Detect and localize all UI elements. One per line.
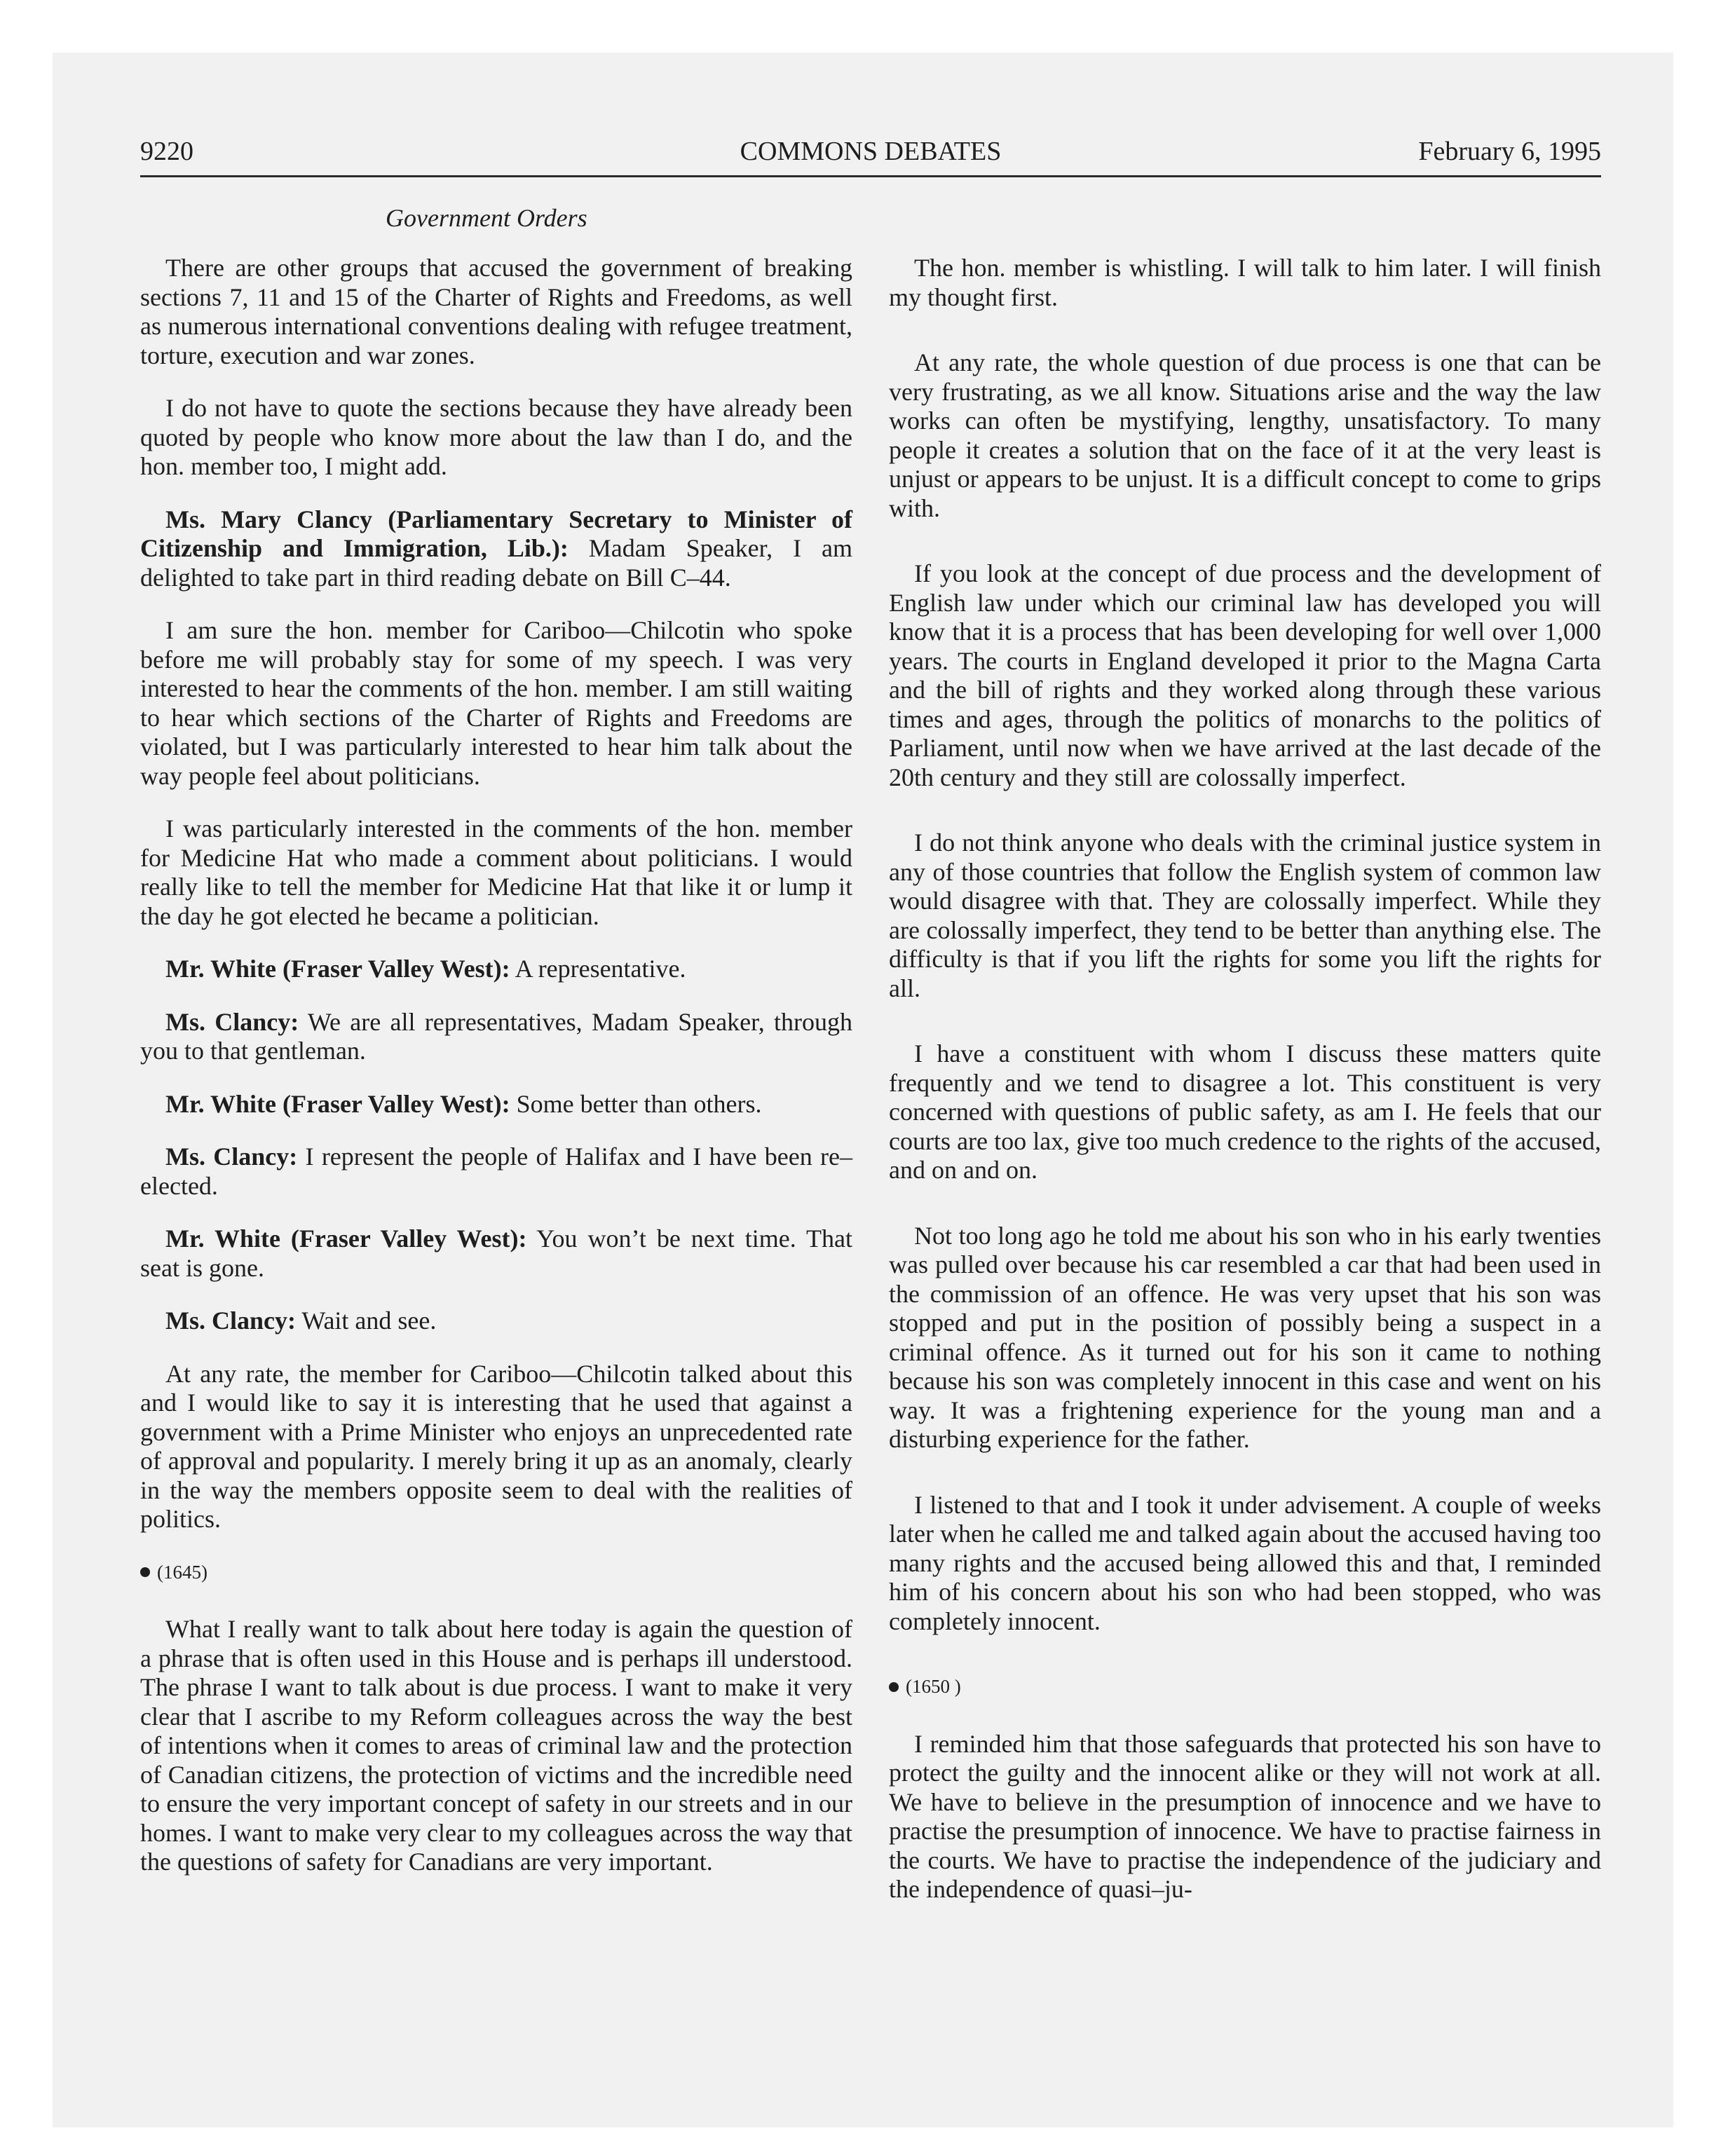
paragraph: [140, 505, 852, 593]
paragraph-text: Wait and see.: [301, 1306, 437, 1335]
paragraph: [889, 1730, 1601, 1904]
speaker-name: Ms. Clancy:: [165, 1306, 296, 1335]
speaker-name: Ms. Clancy:: [165, 1142, 298, 1171]
paragraph-text: I listened to that and I took it under advisement. A couple of weeks later when he called me and talked again about the accused having too many rights and the accused being allowed this and that, I reminded him of his concern about his son who had been stopped, who was completely innocent.: [889, 1490, 1601, 1635]
paragraph: [140, 1008, 852, 1066]
paragraph-text: At any rate, the whole question of due process is one that can be very frustrating, as we all know. Situations arise and the way the law works can often be mystifying, lengthy, unsatisfactory. To many people it creates a solution that on the face of it at the very least is unjust or appears to be unjust. It is a difficult concept to come to grips with.: [889, 348, 1601, 522]
paragraph: [889, 1039, 1601, 1185]
paragraph: [140, 1142, 852, 1201]
paragraph: [140, 254, 852, 370]
speaker-name: Mr. White (Fraser Valley West):: [165, 955, 510, 983]
paragraph: [140, 955, 852, 984]
publication-date: February 6, 1995: [1418, 137, 1601, 166]
paragraph-text: I do not have to quote the sections because they have already been quoted by people who know more about the law than I do, and the hon. member too, I might add.: [140, 394, 852, 480]
speaker-name: Ms. Mary Clancy (Parliamentary Secretary to Minister of Citizenship and Immigration, Lib.):: [140, 505, 852, 562]
paragraph-text: A representative.: [515, 955, 686, 983]
paragraph-text: You won’t be next time. That seat is gone.: [140, 1224, 852, 1282]
paragraph-text: I do not think anyone who deals with the criminal justice system in any of those countries that follow the English system of common law would disagree with that. They are colossally imperfect. While they are colossally imperfect, they tend to be better than anything else. The difficulty is that if you lift the rights for some you lift the rights for all.: [889, 828, 1601, 1002]
speaker-name: Mr. White (Fraser Valley West):: [165, 1224, 527, 1253]
paragraph-text: If you look at the concept of due process and the development of English law under which our criminal law has developed you will know that it is a process that has been developing for well over 1,000 years. The courts in England developed it prior to the Magna Carta and the bill of rights and they worked along through these various times and ages, through the politics of monarchs to the politics of Parliament, until now when we have arrived at the last decade of the 20th century and they still are colossally imperfect.: [889, 559, 1601, 791]
bullet-icon: [889, 1682, 899, 1692]
paragraph-text: There are other groups that accused the government of breaking sections 7, 11 and 15 of the Charter of Rights and Freedoms, as well as numerous international conventions dealing with refugee treatment, torture, execution and war zones.: [140, 254, 852, 369]
paragraph: [140, 616, 852, 791]
paragraph: [140, 1615, 852, 1877]
paragraph: [140, 814, 852, 931]
left-column: [140, 254, 852, 1901]
paragraph: [140, 1224, 852, 1283]
paragraph: [889, 348, 1601, 523]
paragraph-text: I have a constituent with whom I discuss these matters quite frequently and we tend to disagree a lot. This constituent is very concerned with questions of public safety, as am I. He feels that our courts are too lax, give too much credence to the rights of the accused, and on and on.: [889, 1039, 1601, 1184]
bullet-icon: [140, 1567, 150, 1577]
paragraph-text: I reminded him that those safeguards that protected his son have to protect the guilty and the innocent alike or they will not work at all. We have to believe in the presumption of innocence and we have to practise the presumption of innocence. We have to practise fairness in the courts. We have to practise the independence of the judiciary and the independence of quasi–ju-: [889, 1729, 1601, 1903]
paragraph: [140, 1090, 852, 1119]
paragraph: [140, 1360, 852, 1534]
paragraph: [889, 254, 1601, 312]
paragraph-text: At any rate, the member for Cariboo—Chilcotin talked about this and I would like to say it is interesting that he used that against a government with a Prime Minister who enjoys an unprecedented rate of approval and popularity. I merely bring it up as an anomaly, clearly in the way the members opposite seem to deal with the realities of politics.: [140, 1359, 852, 1533]
speaker-name: Mr. White (Fraser Valley West):: [165, 1089, 510, 1118]
paragraph: [140, 1306, 852, 1336]
paragraph-text: Not too long ago he told me about his son who in his early twenties was pulled over because his car resembled a car that had been used in the commission of an offence. He was very upset that his son was stopped and put in the position of possibly being a suspect in a criminal offence. As it turned out for his son it came to nothing because his son was completely innocent in this case and went on his way. It was a frightening experience for the young man and a disturbing experience for the father.: [889, 1221, 1601, 1453]
paragraph-text: Madam Speaker, I am delighted to take part in third reading debate on Bill C–44.: [140, 534, 853, 592]
paragraph-text: What I really want to talk about here today is again the question of a phrase that is often used in this House and is perhaps ill understood. The phrase I want to talk about is due process. I want to make it very clear that I ascribe to my Reform colleagues across the way the best of intentions when it comes to areas of criminal law and the protection of Canadian citizens, the protection of victims and the incredible need to ensure the very important concept of safety in our streets and in our homes. I want to make very clear to my colleagues across the way that the questions of safety for Canadians are very important.: [140, 1615, 852, 1876]
paragraph-text: Some better than others.: [516, 1089, 762, 1118]
paragraph-text: I represent the people of Halifax and I have been re–elected.: [140, 1142, 852, 1200]
paragraph: [889, 828, 1601, 1003]
paragraph-text: I am sure the hon. member for Cariboo—Chilcotin who spoke before me will probably stay for some of my speech. I was very interested to hear the comments of the hon. member. I am still waiting to hear which sections of the Charter of Rights and Freedoms are violated, but I was particularly interested to hear him talk about the way people feel about politicians.: [140, 616, 852, 790]
time-marker-label: (1645): [157, 1561, 207, 1583]
paragraph: [889, 1491, 1601, 1637]
time-marker-label: (1650 ): [906, 1676, 961, 1697]
page-number: 9220: [140, 137, 193, 166]
paragraph-text: I was particularly interested in the comments of the hon. member for Medicine Hat who made a comment about politicians. I would really like to tell the member for Medicine Hat that like it or lump it the day he got elected he became a politician.: [140, 814, 852, 930]
speaker-name: Ms. Clancy:: [165, 1007, 299, 1036]
paragraph: [889, 559, 1601, 792]
right-column: [889, 254, 1601, 1941]
paragraph: [889, 1222, 1601, 1454]
section-title: Government Orders: [386, 204, 587, 232]
publication-title: COMMONS DEBATES: [740, 137, 1002, 166]
paragraph: [140, 394, 852, 482]
page-header: [140, 133, 1601, 177]
paragraph-text: The hon. member is whistling. I will talk to him later. I will finish my thought first.: [889, 254, 1601, 311]
time-marker: [140, 1558, 852, 1588]
paragraph-text: We are all representatives, Madam Speaker, through you to that gentleman.: [140, 1007, 852, 1065]
time-marker: [889, 1672, 1601, 1702]
